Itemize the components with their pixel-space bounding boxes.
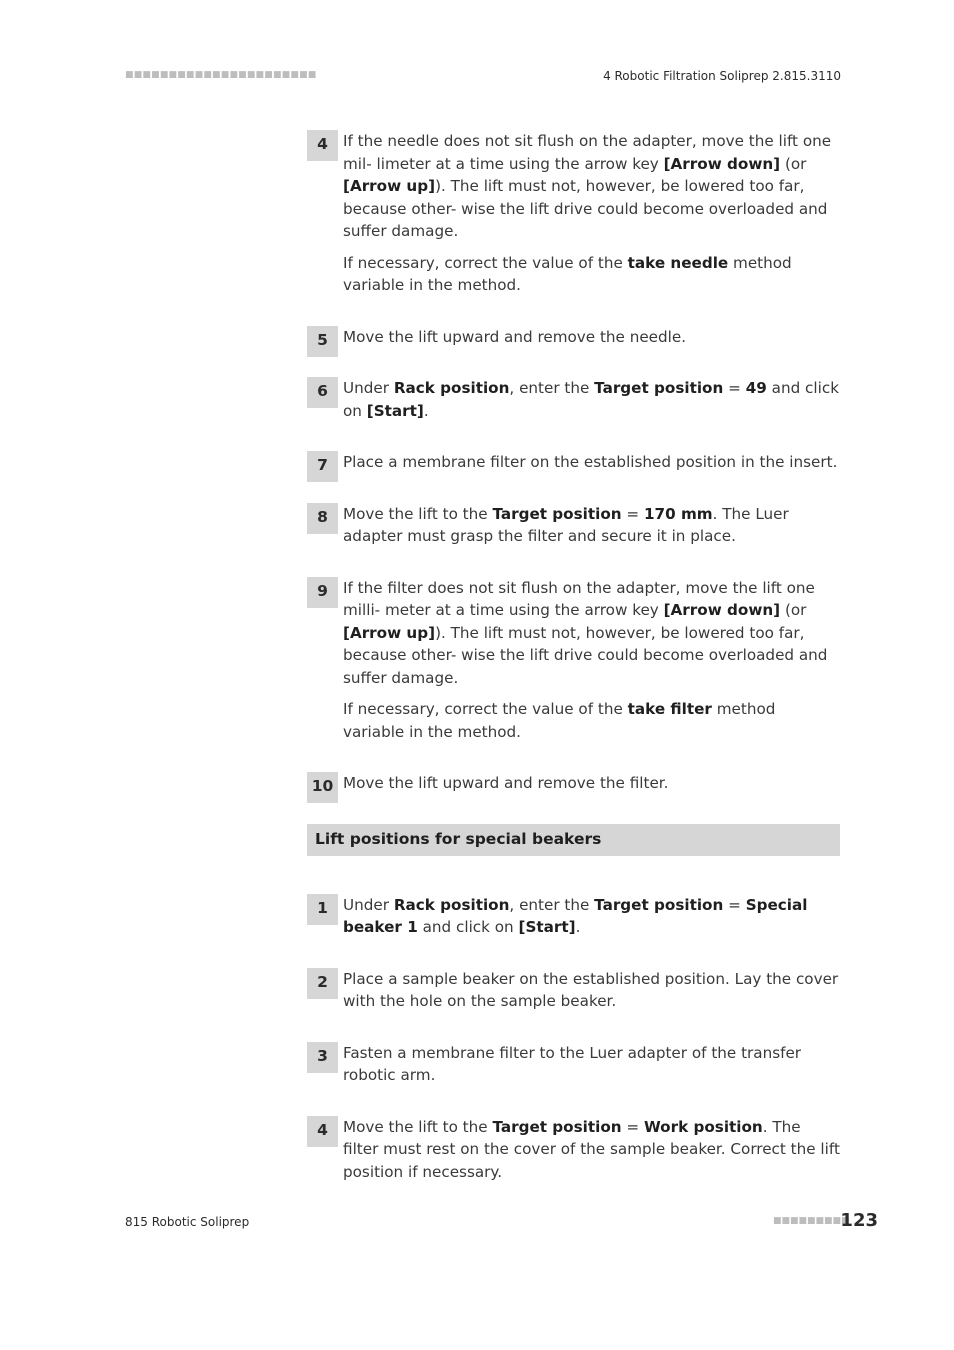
step-text: [343, 968, 840, 1013]
emphasized-term: Special beaker 1: [343, 895, 808, 936]
page-number: 123: [840, 1210, 878, 1231]
text-run: Under: [343, 895, 394, 914]
text-run: Move the lift upward and remove the filter.: [343, 774, 669, 792]
text-run: Move the lift upward and remove the needle.: [343, 327, 687, 346]
text-run: and click on: [343, 379, 839, 420]
step-text: [343, 1042, 840, 1087]
step-number-badge: 10: [307, 772, 338, 803]
step-text: [343, 503, 840, 548]
step-text: [343, 326, 840, 349]
emphasized-term: [Start]: [518, 918, 576, 936]
step-number-badge: 8: [307, 503, 338, 534]
step-item: [307, 1042, 840, 1087]
emphasized-term: Rack position: [393, 895, 510, 914]
text-run: Fasten a membrane filter to the Luer adapter of the transfer robotic arm.: [343, 1043, 802, 1084]
text-run: Place a membrane filter on the established position in the insert.: [343, 453, 838, 471]
header-decoration: ■■■■■■■■■■■■■■■■■■■■■■: [125, 70, 317, 80]
step-item: [307, 894, 840, 939]
step-item: [307, 130, 840, 297]
text-run: =: [723, 895, 746, 914]
emphasized-term: Target position: [492, 1117, 622, 1136]
text-run: ). The lift must not, however, be lowered too far, because other- wise the lift drive could become overloaded and suffer damage.: [343, 177, 828, 240]
step-number-badge: 2: [307, 968, 338, 999]
text-run: . The filter must rest on the cover of the sample beaker. Correct the lift position if necessary.: [343, 1117, 840, 1181]
emphasized-term: Work position: [643, 1117, 763, 1136]
emphasized-term: Target position: [594, 895, 724, 914]
step-number-badge: 9: [307, 577, 338, 608]
footer-decoration: ■■■■■■■■■: [773, 1216, 850, 1226]
step-number-badge: 3: [307, 1042, 338, 1073]
step-text: [343, 772, 840, 795]
step-list: [307, 894, 840, 1184]
step-item: [307, 968, 840, 1013]
text-run: =: [621, 1117, 644, 1136]
text-run: .: [423, 401, 429, 420]
text-run: . The Luer adapter must grasp the filter and secure it in place.: [343, 504, 789, 545]
text-run: , enter the: [509, 379, 595, 397]
step-text: [343, 377, 840, 422]
step-number-badge: 5: [307, 326, 338, 357]
emphasized-term: 170 mm: [643, 504, 713, 523]
step-number-badge: 6: [307, 377, 338, 408]
step-item: [307, 1116, 840, 1184]
step-number-badge: 4: [307, 1116, 338, 1147]
text-run: and click on: [417, 918, 519, 936]
emphasized-term: take needle: [627, 253, 729, 272]
page-content: [307, 130, 840, 1212]
text-run: If necessary, correct the value of the: [343, 253, 628, 272]
text-run: If the needle does not sit flush on the adapter, move the lift one mil- limeter at a time using the arrow key: [343, 132, 832, 173]
text-run: ). The lift must not, however, be lowered too far, because other- wise the lift drive could become overloaded and suffer damage.: [343, 623, 828, 687]
step-number-badge: 4: [307, 130, 338, 161]
emphasized-term: [Arrow up]: [343, 177, 436, 195]
step-text: [343, 894, 840, 939]
text-run: Under: [343, 379, 394, 397]
text-run: method variable in the method.: [343, 700, 776, 741]
emphasized-term: Target position: [594, 379, 724, 397]
step-text: [343, 698, 840, 743]
emphasized-term: [Start]: [366, 401, 424, 420]
text-run: Move the lift to the: [343, 504, 493, 523]
emphasized-term: Rack position: [393, 379, 510, 397]
running-header-title: 4 Robotic Filtration Soliprep 2.815.3110: [603, 69, 841, 83]
step-item: [307, 772, 840, 795]
text-run: If necessary, correct the value of the: [343, 700, 628, 718]
step-text: [343, 1116, 840, 1184]
emphasized-term: [Arrow down]: [663, 154, 781, 173]
emphasized-term: take filter: [627, 700, 712, 718]
text-run: , enter the: [509, 895, 595, 914]
text-run: (or: [780, 154, 807, 173]
step-item: [307, 503, 840, 548]
step-item: [307, 577, 840, 744]
step-text: [343, 130, 840, 243]
emphasized-term: [Arrow down]: [663, 601, 781, 619]
step-number-badge: 1: [307, 894, 338, 925]
step-item: [307, 377, 840, 422]
step-number-badge: 7: [307, 451, 338, 482]
emphasized-term: Target position: [492, 504, 622, 523]
text-run: Move the lift to the: [343, 1117, 493, 1136]
text-run: .: [575, 918, 581, 936]
section-heading: Lift positions for special beakers: [307, 824, 840, 856]
emphasized-term: 49: [745, 379, 767, 397]
step-item: [307, 326, 840, 349]
text-run: Place a sample beaker on the established position. Lay the cover with the hole on the sample beaker.: [343, 969, 839, 1010]
text-run: If the filter does not sit flush on the adapter, move the lift one milli- meter at a time using the arrow key: [343, 578, 815, 619]
step-text: [343, 577, 840, 690]
step-text: [343, 252, 840, 297]
text-run: method variable in the method.: [343, 253, 792, 294]
step-list: [307, 130, 840, 795]
text-run: =: [621, 504, 644, 523]
step-text: [343, 451, 840, 474]
text-run: =: [723, 379, 746, 397]
text-run: (or: [780, 601, 807, 619]
step-item: [307, 451, 840, 474]
footer-product-name: 815 Robotic Soliprep: [125, 1215, 250, 1229]
emphasized-term: [Arrow up]: [343, 623, 436, 642]
